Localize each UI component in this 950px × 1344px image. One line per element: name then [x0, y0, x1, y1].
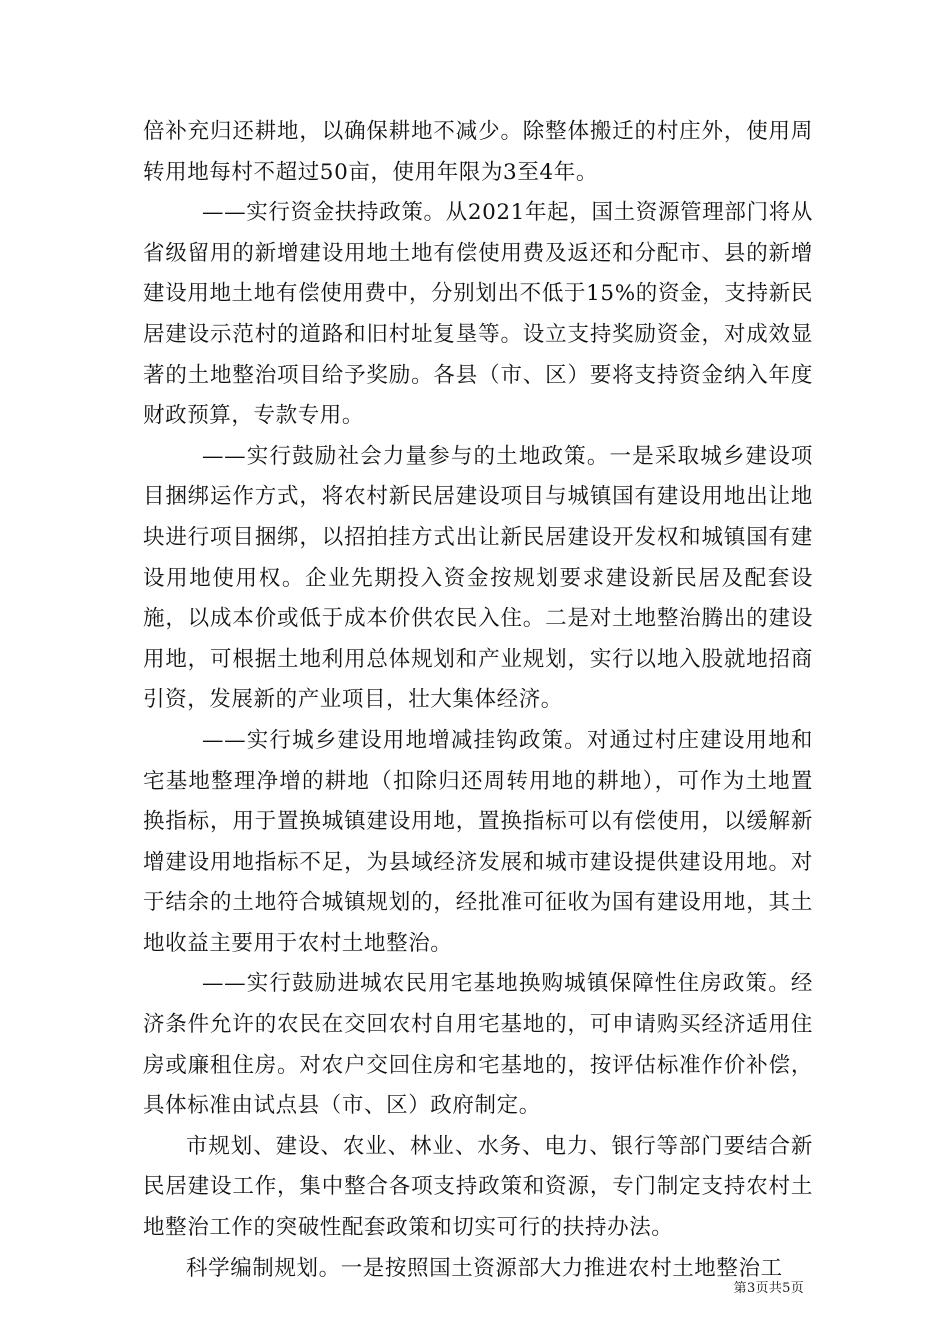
paragraph-housing-exchange-policy: ——实行鼓励进城农民用宅基地换购城镇保障性住房政策。经济条件允许的农民在交回农村自用宅基地的，可申请购买经济适用住房或廉租住房。对农户交回住房和宅基地的，按评估标准作价补偿，具体标准由试点县（市、区）政府制定。	[143, 971, 813, 1119]
paragraph-departments: 市规划、建设、农业、林业、水务、电力、银行等部门要结合新民居建设工作，集中整合各项支持政策和资源，专门制定支持农村土地整治工作的突破性配套政策和切实可行的扶持办法。	[143, 1133, 813, 1241]
paragraph-land-linkage-policy: ——实行城乡建设用地增减挂钩政策。对通过村庄建设用地和宅基地整理净增的耕地（扣除归还周转用地的耕地），可作为土地置换指标，用于置换城镇建设用地，置换指标可以有偿使用，以缓解新增建设用地指标不足，为县域经济发展和城市建设提供建设用地。对于结余的土地符合城镇规划的，经批准可征收为国有建设用地，其土地收益主要用于农村土地整治。	[143, 727, 813, 956]
paragraph-continuation: 倍补充归还耕地，以确保耕地不减少。除整体搬迁的村庄外，使用周转用地每村不超过50亩，使用年限为3至4年。	[143, 119, 813, 185]
paragraph-social-participation-policy: ——实行鼓励社会力量参与的土地政策。一是采取城乡建设项目捆绑运作方式，将农村新民居建设项目与城镇国有建设用地出让地块进行项目捆绑，以招拍挂方式出让新民居建设开发权和城镇国有建设用地使用权。企业先期投入资金按规划要求建设新民居及配套设施，以成本价或低于成本价供农民入住。二是对土地整治腾出的建设用地，可根据土地利用总体规划和产业规划，实行以地入股就地招商引资，发展新的产业项目，壮大集体经济。	[143, 443, 813, 713]
paragraph-fund-support-policy: ——实行资金扶持政策。从2021年起，国土资源管理部门将从省级留用的新增建设用地土地有偿使用费及返还和分配市、县的新增建设用地土地有偿使用费中，分别划出不低于15%的资金，支持新民居建设示范村的道路和旧村址复垦等。设立支持奖励资金，对成效显著的土地整治项目给予奖励。各县（市、区）要将支持资金纳入年度财政预算，专款专用。	[143, 200, 813, 429]
document-body	[143, 112, 813, 1289]
page-number-footer: 第3页共5页	[733, 1281, 804, 1296]
paragraph-planning: 科学编制规划。一是按照国土资源部大力推进农村土地整治工	[186, 1255, 783, 1281]
